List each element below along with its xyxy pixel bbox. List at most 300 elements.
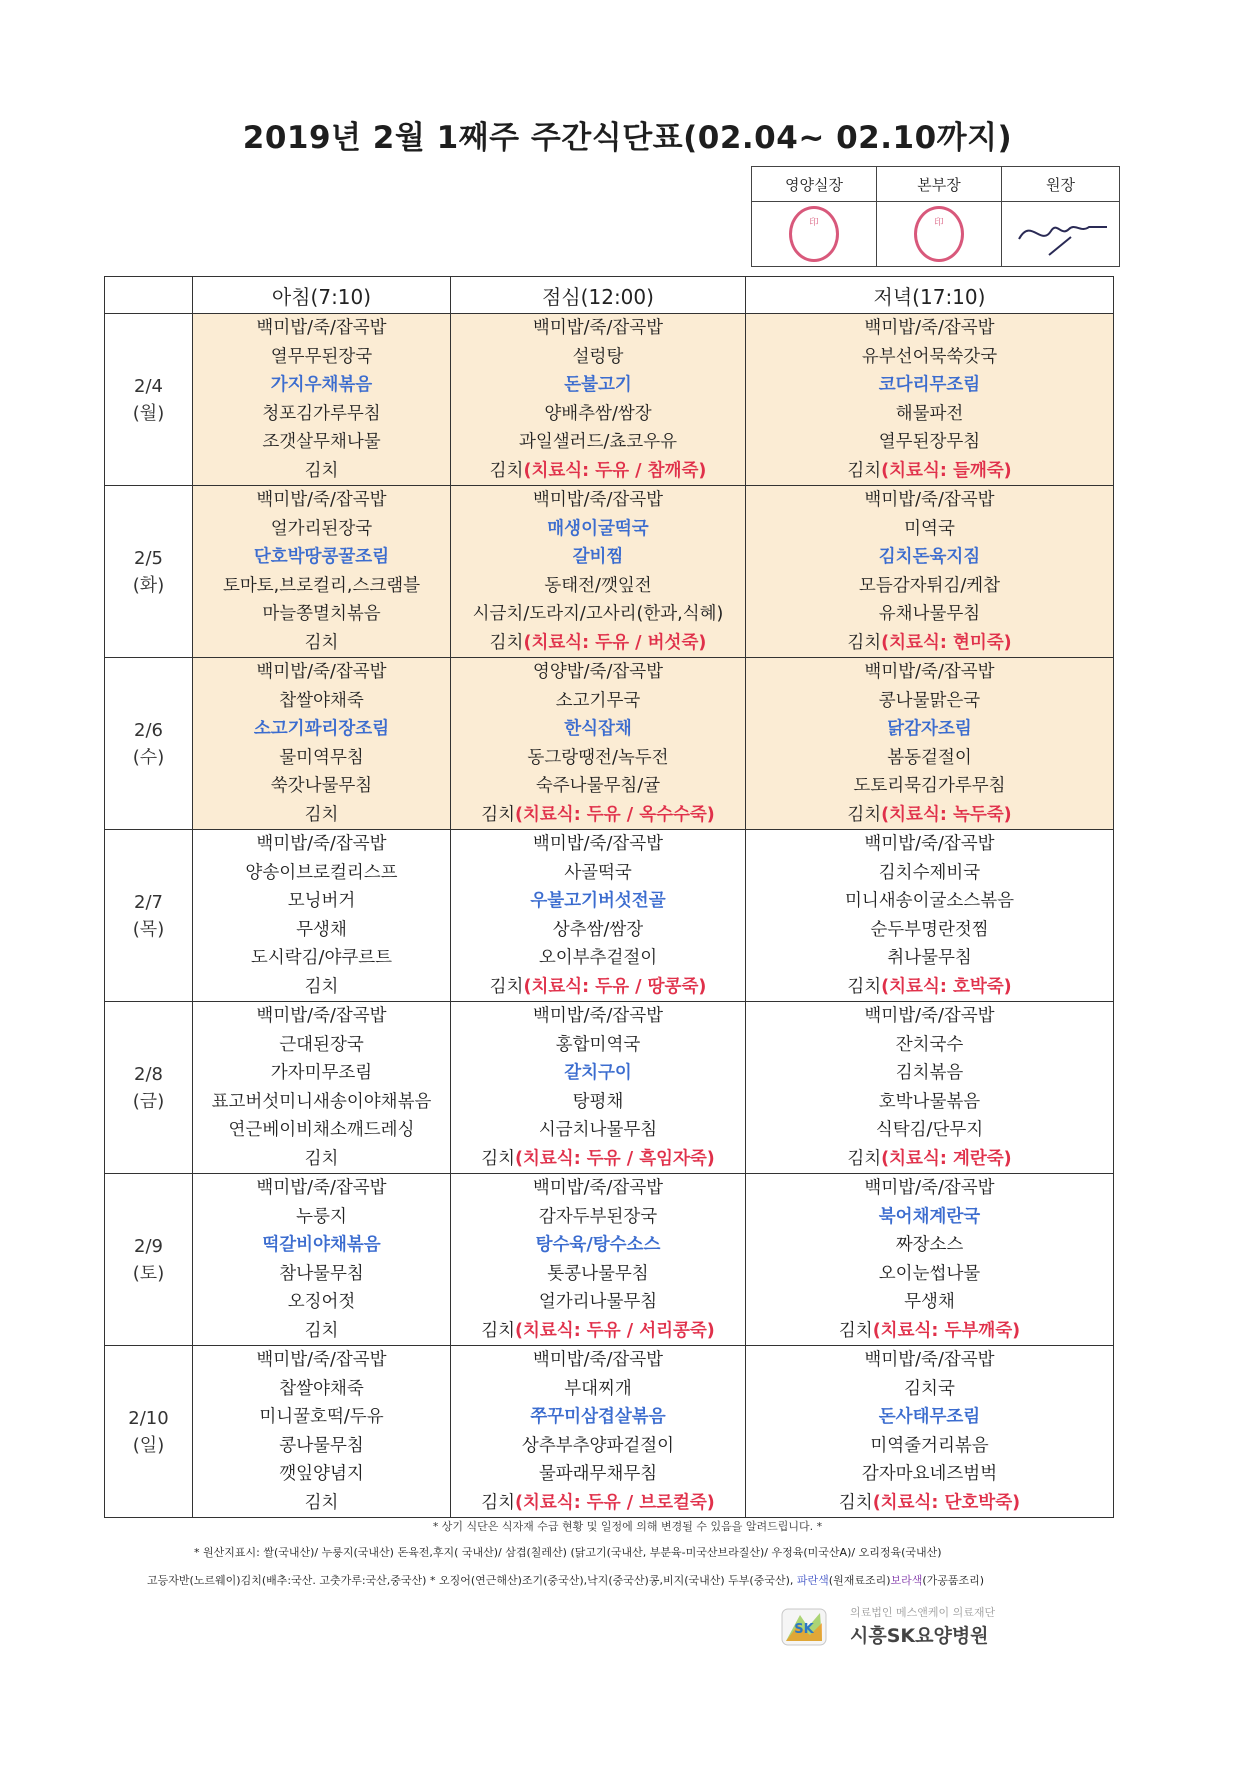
therapeutic-diet-note: (치료식: 호박죽)	[881, 976, 1012, 997]
menu-item	[746, 973, 1113, 1002]
menu-item-text: 근대된장국	[279, 1034, 364, 1055]
menu-item-text: 짜장소스	[895, 1235, 964, 1255]
menu-item	[746, 457, 1113, 486]
menu-item	[193, 1317, 450, 1346]
menu-item-text: 유채나물무침	[878, 604, 981, 624]
menu-item	[193, 543, 450, 572]
menu-item	[746, 1002, 1113, 1031]
menu-item	[451, 572, 745, 601]
approval-label-head: 원장	[1002, 167, 1120, 202]
menu-item-text: 백미밥/죽/잡곡밥	[864, 318, 995, 338]
menu-item	[746, 744, 1113, 773]
menu-item	[193, 486, 450, 515]
menu-item-text: 백미밥/죽/잡곡밥	[532, 1006, 664, 1026]
menu-item	[746, 314, 1113, 343]
day-row	[105, 830, 1114, 1002]
menu-item-text: 누룽지	[296, 1206, 347, 1227]
menu-item	[451, 887, 745, 916]
menu-item-text: 갈치구이	[564, 1063, 632, 1083]
origin-purple-desc: (가공품조리)	[922, 1574, 985, 1587]
meal-cell-breakfast	[193, 830, 451, 1002]
meal-cell-lunch	[451, 1174, 746, 1346]
menu-item-text: 토마토,브로컬리,스크램블	[222, 575, 421, 596]
therapeutic-diet-note: (치료식: 두유 / 땅콩죽)	[523, 976, 707, 997]
day-weekday: (월)	[132, 402, 165, 424]
menu-item	[746, 1231, 1113, 1260]
menu-item-text: 콩나물무침	[279, 1435, 364, 1456]
menu-item	[193, 1116, 450, 1145]
approval-label-director: 본부장	[877, 167, 1002, 202]
day-row	[105, 1174, 1114, 1346]
menu-item	[451, 1460, 745, 1489]
menu-item	[451, 772, 745, 801]
meal-cell-lunch	[451, 1346, 746, 1518]
menu-item-text: 상추쌈/쌈장	[552, 919, 644, 940]
menu-item-text: 백미밥/죽/잡곡밥	[256, 1350, 387, 1370]
menu-item	[746, 543, 1113, 572]
menu-item-text: 동태전/깻잎전	[544, 575, 652, 596]
menu-item-text: 영양밥/죽/잡곡밥	[532, 662, 664, 682]
menu-item	[451, 1489, 745, 1518]
menu-item-text: 소고기꽈리장조림	[253, 719, 390, 739]
menu-item-text: 김치	[847, 804, 882, 825]
menu-item-text: 청포김가루무침	[262, 403, 381, 424]
menu-item-text: 모듬감자튀김/케찹	[858, 575, 1001, 596]
column-header-lunch: 점심(12:00)	[451, 277, 746, 314]
day-row	[105, 1346, 1114, 1518]
menu-item	[193, 1231, 450, 1260]
menu-item	[193, 1088, 450, 1117]
menu-item	[193, 400, 450, 429]
menu-item	[451, 314, 745, 343]
menu-item	[451, 744, 745, 773]
menu-item-text: 표고버섯미니새송이야채볶음	[211, 1091, 432, 1112]
column-header-dinner: 저녁(17:10)	[746, 277, 1114, 314]
menu-item	[746, 1203, 1113, 1232]
signature-icon	[1011, 207, 1111, 257]
menu-item	[193, 715, 450, 744]
menu-item	[451, 1260, 745, 1289]
menu-item	[451, 1375, 745, 1404]
meal-cell-breakfast	[193, 486, 451, 658]
day-date: 2/8	[134, 1063, 163, 1085]
therapeutic-diet-note: (치료식: 두유 / 옥수수죽)	[515, 804, 715, 825]
meal-cell-breakfast	[193, 1002, 451, 1174]
origin-blue-desc: (원재료조리)	[828, 1574, 891, 1587]
menu-item	[451, 629, 745, 658]
menu-item-text: 백미밥/죽/잡곡밥	[864, 1350, 995, 1370]
menu-item-text: 김치	[847, 976, 882, 997]
column-header-breakfast: 아침(7:10)	[193, 277, 451, 314]
menu-item	[746, 658, 1113, 687]
day-date: 2/7	[134, 891, 163, 913]
day-label	[105, 314, 193, 486]
menu-item-text: 김치	[481, 1148, 515, 1169]
menu-item	[451, 1403, 745, 1432]
menu-item	[746, 1260, 1113, 1289]
meal-cell-dinner	[746, 314, 1114, 486]
menu-item-text: 설렁탕	[572, 346, 624, 367]
menu-item	[451, 944, 745, 973]
menu-item-text: 백미밥/죽/잡곡밥	[256, 490, 387, 510]
menu-item	[451, 715, 745, 744]
day-label	[105, 830, 193, 1002]
menu-item	[451, 1317, 745, 1346]
menu-item	[193, 687, 450, 716]
menu-body	[105, 314, 1114, 1518]
menu-item-text: 숙주나물무침/귤	[535, 776, 661, 796]
menu-item-text: 감자마요네즈범벅	[861, 1464, 998, 1484]
menu-item	[193, 629, 450, 658]
menu-item-text: 쭈꾸미삼겹살볶음	[530, 1407, 666, 1427]
meal-cell-breakfast	[193, 314, 451, 486]
menu-item	[746, 1375, 1113, 1404]
menu-item	[451, 1031, 745, 1060]
menu-item	[193, 887, 450, 916]
menu-item-text: 백미밥/죽/잡곡밥	[256, 318, 387, 338]
menu-item-text: 김치돈육지짐	[878, 547, 981, 567]
menu-item-text: 홍합미역국	[555, 1034, 641, 1055]
menu-item-text: 우불고기버섯전골	[530, 891, 666, 911]
menu-item-text: 돈사태무조림	[878, 1407, 981, 1427]
menu-item	[193, 973, 450, 1002]
menu-item	[746, 1174, 1113, 1203]
menu-item-text: 김치	[304, 1148, 339, 1169]
menu-item	[451, 400, 745, 429]
menu-item-text: 백미밥/죽/잡곡밥	[864, 1178, 995, 1198]
menu-item-text: 백미밥/죽/잡곡밥	[864, 490, 995, 510]
menu-item-text: 참나물무침	[279, 1263, 364, 1284]
menu-item-text: 무생채	[296, 919, 347, 940]
menu-item	[193, 1460, 450, 1489]
meal-cell-dinner	[746, 1346, 1114, 1518]
logo-mark: SK	[794, 1622, 814, 1637]
menu-item-text: 가자미무조림	[270, 1063, 373, 1083]
menu-item	[746, 572, 1113, 601]
origin-line-2-text: 고등자반(노르웨이)김치(배추:국산. 고춧가루:국산,중국산) * 오징어(연근해산)조기(중국산),낙지(중국산)콩,비지(국내산) 두부(중국산),	[147, 1574, 794, 1587]
menu-item	[746, 887, 1113, 916]
menu-item-text: 동그랑땡전/녹두전	[527, 747, 669, 768]
day-label	[105, 1174, 193, 1346]
menu-item	[746, 371, 1113, 400]
therapeutic-diet-note: (치료식: 두유 / 참깨죽)	[523, 460, 707, 481]
menu-item-text: 미니새송이굴소스볶음	[844, 891, 1015, 911]
menu-item	[451, 1203, 745, 1232]
approval-label-nutrition: 영양실장	[752, 167, 877, 202]
menu-item-text: 김치	[847, 632, 882, 653]
menu-item	[451, 1059, 745, 1088]
menu-item-text: 김치	[847, 460, 882, 481]
meal-cell-dinner	[746, 1002, 1114, 1174]
menu-item-text: 매생이굴떡국	[547, 518, 649, 539]
menu-item-text: 잔치국수	[895, 1034, 964, 1055]
menu-item	[746, 830, 1113, 859]
meal-cell-dinner	[746, 658, 1114, 830]
therapeutic-diet-note: (치료식: 두유 / 버섯죽)	[523, 632, 707, 653]
therapeutic-diet-note: (치료식: 두유 / 흑임자죽)	[515, 1148, 715, 1169]
menu-item-text: 열무된장무침	[878, 432, 981, 452]
menu-item	[451, 1002, 745, 1031]
menu-item	[451, 515, 745, 544]
menu-item	[746, 1317, 1113, 1346]
menu-item-text: 깻잎양념지	[279, 1464, 364, 1484]
menu-item-text: 연근베이비채소깨드레싱	[228, 1120, 415, 1140]
menu-item-text: 오이눈썹나물	[878, 1263, 981, 1284]
menu-item-text: 미역국	[904, 518, 955, 539]
menu-item-text: 김치	[304, 460, 339, 481]
menu-item	[746, 916, 1113, 945]
menu-item	[451, 687, 745, 716]
menu-item	[193, 600, 450, 629]
meal-cell-lunch	[451, 486, 746, 658]
menu-item	[746, 343, 1113, 372]
menu-item-text: 김치	[304, 1492, 339, 1513]
menu-item-text: 김치	[489, 976, 524, 997]
menu-item	[451, 1346, 745, 1375]
menu-item-text: 백미밥/죽/잡곡밥	[532, 834, 664, 854]
menu-item	[193, 1375, 450, 1404]
meal-cell-dinner	[746, 486, 1114, 658]
menu-item	[193, 1288, 450, 1317]
day-label	[105, 1346, 193, 1518]
menu-item-text: 백미밥/죽/잡곡밥	[532, 318, 664, 338]
menu-item	[451, 600, 745, 629]
day-label	[105, 658, 193, 830]
menu-item-text: 가지우채볶음	[270, 375, 373, 395]
menu-item-text: 취나물무침	[887, 948, 972, 968]
day-weekday: (수)	[132, 746, 165, 768]
origin-blue-label: 파란색	[796, 1574, 829, 1587]
day-label	[105, 486, 193, 658]
menu-item	[193, 1489, 450, 1518]
menu-item	[746, 1116, 1113, 1145]
day-row	[105, 314, 1114, 486]
menu-item	[746, 859, 1113, 888]
menu-item-text: 톳콩나물무침	[547, 1263, 649, 1284]
menu-item-text: 과일샐러드/쵸코우유	[518, 432, 678, 452]
menu-item-text: 백미밥/죽/잡곡밥	[532, 1350, 664, 1370]
menu-item-text: 무생채	[904, 1292, 955, 1312]
origin-line-2	[147, 1572, 984, 1588]
approval-box	[751, 166, 1120, 267]
menu-item-text: 소고기무국	[555, 690, 641, 711]
menu-item	[746, 1059, 1113, 1088]
menu-item	[451, 486, 745, 515]
day-weekday: (토)	[132, 1262, 165, 1284]
menu-item	[193, 1031, 450, 1060]
menu-item	[193, 1145, 450, 1174]
menu-item-text: 닭감자조림	[887, 719, 972, 739]
hospital-logo-icon	[780, 1607, 828, 1647]
menu-item	[746, 1346, 1113, 1375]
therapeutic-diet-note: (치료식: 녹두죽)	[881, 804, 1012, 825]
menu-item	[451, 1231, 745, 1260]
menu-item	[193, 428, 450, 457]
menu-item	[193, 1403, 450, 1432]
menu-item-text: 해물파전	[895, 403, 964, 424]
menu-item	[193, 916, 450, 945]
menu-item-text: 콩나물맑은국	[878, 690, 981, 711]
menu-item-text: 탕수육/탕수소스	[535, 1235, 661, 1255]
therapeutic-diet-note: (치료식: 계란죽)	[881, 1148, 1012, 1169]
menu-item	[193, 658, 450, 687]
menu-item	[193, 515, 450, 544]
menu-item-text: 열무무된장국	[270, 346, 373, 367]
menu-item	[746, 1288, 1113, 1317]
notice-text: * 상기 식단은 식자재 수급 현황 및 일정에 의해 변경될 수 있음을 알려드립니다. *	[432, 1520, 823, 1533]
day-date: 2/10	[128, 1407, 169, 1429]
menu-item	[451, 973, 745, 1002]
menu-item	[746, 1489, 1113, 1518]
menu-item	[746, 687, 1113, 716]
menu-item-text: 김치	[304, 976, 339, 997]
menu-item-text: 상추부추양파겉절이	[521, 1435, 675, 1456]
menu-item-text: 물파래무채무침	[538, 1464, 658, 1484]
meal-cell-lunch	[451, 830, 746, 1002]
menu-item-text: 단호박땅콩꿀조림	[253, 547, 390, 567]
menu-item-text: 김치	[489, 460, 524, 481]
menu-item	[193, 1346, 450, 1375]
logo-subtitle: 의료법인 메스앤케이 의료재단	[850, 1606, 996, 1619]
menu-item-text: 도토리묵김가루무침	[853, 776, 1006, 796]
menu-item	[193, 1059, 450, 1088]
day-row	[105, 1002, 1114, 1174]
menu-item-text: 김치국	[904, 1378, 955, 1399]
menu-item	[746, 1460, 1113, 1489]
menu-item-text: 김치	[489, 632, 524, 653]
menu-item-text: 돈불고기	[564, 375, 632, 395]
menu-item	[451, 343, 745, 372]
menu-item	[193, 1002, 450, 1031]
menu-item	[451, 1174, 745, 1203]
day-date: 2/4	[134, 375, 163, 397]
therapeutic-diet-note: (치료식: 두유 / 서리콩죽)	[515, 1320, 715, 1341]
menu-item-text: 양배추쌈/쌈장	[544, 403, 652, 424]
menu-item-text: 김치볶음	[895, 1063, 964, 1083]
menu-item	[746, 1403, 1113, 1432]
menu-item	[193, 457, 450, 486]
menu-item-text: 식탁김/단무지	[875, 1120, 984, 1140]
day-weekday: (금)	[132, 1090, 165, 1112]
day-label	[105, 1002, 193, 1174]
menu-item	[193, 371, 450, 400]
menu-item-text: 김치	[838, 1492, 873, 1513]
menu-item-text: 한식잡채	[564, 719, 632, 739]
menu-item-text: 봄동겉절이	[887, 747, 972, 768]
menu-item	[451, 543, 745, 572]
meal-cell-breakfast	[193, 1346, 451, 1518]
meal-cell-breakfast	[193, 658, 451, 830]
meal-cell-dinner	[746, 1174, 1114, 1346]
menu-item-text: 양송이브로컬리스프	[245, 862, 398, 883]
menu-item	[451, 830, 745, 859]
menu-item-text: 순두부명란젓찜	[870, 919, 989, 940]
menu-item	[746, 1088, 1113, 1117]
stamp-seal-icon: 印	[789, 206, 839, 262]
stamp-seal-icon: 印	[914, 206, 964, 262]
menu-item-text: 김치	[481, 804, 515, 825]
menu-item-text: 찹쌀야채죽	[279, 690, 364, 711]
menu-item-text: 찹쌀야채죽	[279, 1378, 364, 1399]
day-date: 2/9	[134, 1235, 163, 1257]
menu-item	[746, 1031, 1113, 1060]
menu-item	[746, 715, 1113, 744]
therapeutic-diet-note: (치료식: 들깨죽)	[881, 460, 1012, 481]
menu-item-text: 감자두부된장국	[538, 1206, 658, 1227]
menu-item	[451, 371, 745, 400]
menu-item-text: 백미밥/죽/잡곡밥	[864, 1006, 995, 1026]
menu-item-text: 백미밥/죽/잡곡밥	[864, 834, 995, 854]
menu-item-text: 백미밥/죽/잡곡밥	[532, 1178, 664, 1198]
menu-item-text: 김치	[304, 804, 339, 825]
menu-item	[193, 944, 450, 973]
menu-item	[746, 600, 1113, 629]
menu-item-text: 김치	[481, 1492, 515, 1513]
meal-cell-lunch	[451, 658, 746, 830]
day-weekday: (목)	[132, 918, 165, 940]
menu-item-text: 백미밥/죽/잡곡밥	[864, 662, 995, 682]
menu-item-text: 쑥갓나물무침	[270, 776, 373, 796]
menu-item	[193, 859, 450, 888]
corner-header	[105, 277, 193, 314]
menu-item-text: 미역줄거리볶음	[870, 1435, 989, 1456]
menu-item-text: 유부선어묵쑥갓국	[861, 346, 998, 367]
menu-item	[451, 1288, 745, 1317]
therapeutic-diet-note: (치료식: 두부깨죽)	[872, 1320, 1021, 1341]
meal-cell-dinner	[746, 830, 1114, 1002]
menu-item	[746, 629, 1113, 658]
menu-item	[451, 1088, 745, 1117]
menu-table	[104, 276, 1114, 1518]
page-title: 2019년 2월 1째주 주간식단표(02.04~ 02.10까지)	[242, 120, 1013, 156]
meal-cell-breakfast	[193, 1174, 451, 1346]
menu-item-text: 조갯살무채나물	[262, 432, 381, 452]
menu-item-text: 호박나물볶음	[878, 1091, 981, 1112]
menu-item	[746, 944, 1113, 973]
menu-item-text: 백미밥/죽/잡곡밥	[256, 1178, 387, 1198]
menu-item	[193, 1203, 450, 1232]
menu-item	[193, 343, 450, 372]
menu-item	[746, 772, 1113, 801]
menu-item-text: 시금치나물무침	[538, 1120, 658, 1140]
menu-item-text: 물미역무침	[279, 747, 364, 768]
logo-name: 시흥SK요양병원	[850, 1625, 989, 1647]
menu-item-text: 코다리무조림	[878, 375, 981, 395]
menu-item	[193, 1432, 450, 1461]
menu-item	[193, 1174, 450, 1203]
menu-item	[746, 1432, 1113, 1461]
menu-item	[451, 916, 745, 945]
menu-item	[193, 744, 450, 773]
menu-item	[193, 572, 450, 601]
menu-item-text: 마늘쫑멸치볶음	[262, 604, 381, 624]
menu-item	[746, 486, 1113, 515]
menu-item	[746, 400, 1113, 429]
menu-item	[451, 1145, 745, 1174]
menu-item-text: 김치	[481, 1320, 515, 1341]
menu-item	[451, 658, 745, 687]
day-date: 2/6	[134, 719, 163, 741]
origin-purple-label: 보라색	[890, 1574, 923, 1587]
therapeutic-diet-note: (치료식: 두유 / 브로컬죽)	[515, 1492, 715, 1513]
menu-item	[746, 801, 1113, 830]
menu-item-text: 도시락김/야쿠르트	[250, 948, 393, 968]
menu-item-text: 김치	[847, 1148, 882, 1169]
menu-item-text: 백미밥/죽/잡곡밥	[256, 1006, 387, 1026]
menu-item	[451, 801, 745, 830]
menu-item-text: 오이부추겉절이	[538, 948, 658, 968]
menu-item-text: 김치	[304, 1320, 339, 1341]
